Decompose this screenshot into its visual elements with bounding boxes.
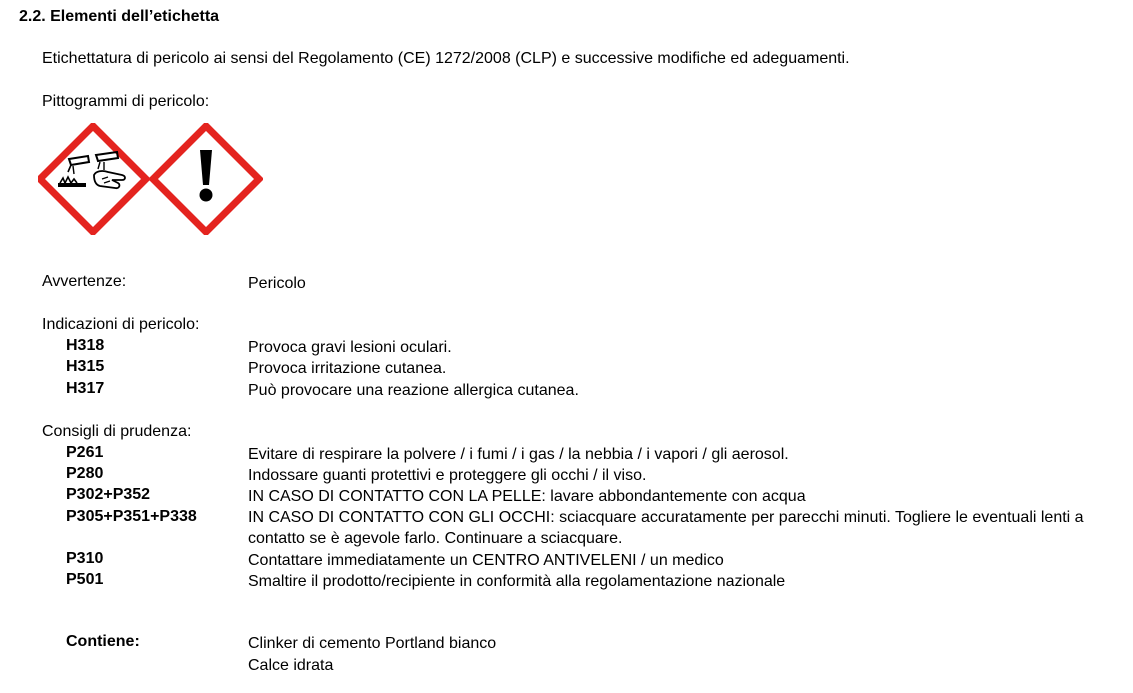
contains-item: Calce idrata [248, 657, 334, 674]
hazard-text: Provoca gravi lesioni oculari. [248, 339, 452, 356]
precaution-text: IN CASO DI CONTATTO CON GLI OCCHI: sciacquare accuratamente per parecchi minuti. Togliere le eventuali lenti a contatto se è agevole farlo. Continuare a sciacquare. [248, 509, 1084, 547]
corrosion-icon [40, 126, 146, 232]
hazard-text: Può provocare una reazione allergica cutanea. [248, 382, 579, 399]
hazard-code: H318 [66, 337, 105, 354]
precaution-label: Consigli di prudenza: [42, 423, 192, 440]
pictograms-label: Pittogrammi di pericolo: [42, 93, 210, 110]
contains-item: Clinker di cemento Portland bianco [248, 635, 497, 652]
precaution-text: Contattare immediatamente un CENTRO ANTIVELENI / un medico [248, 552, 724, 569]
hazard-text: Provoca irritazione cutanea. [248, 360, 447, 377]
section-title: 2.2. Elementi dell’etichetta [19, 8, 220, 25]
precaution-code: P501 [66, 571, 104, 588]
precaution-code: P261 [66, 444, 104, 461]
hazard-code: H317 [66, 380, 105, 397]
precaution-text: Indossare guanti protettivi e proteggere gli occhi / il viso. [248, 467, 647, 484]
signal-value: Pericolo [248, 275, 306, 292]
precaution-text: IN CASO DI CONTATTO CON LA PELLE: lavare abbondantemente con acqua [248, 488, 806, 505]
precaution-text: Smaltire il prodotto/recipiente in conformità alla regolamentazione nazionale [248, 573, 786, 590]
exclamation-icon [153, 126, 259, 232]
hazard-label: Indicazioni di pericolo: [42, 316, 200, 333]
precaution-text: Evitare di respirare la polvere / i fumi / i gas / la nebbia / i vapori / gli aerosol. [248, 446, 789, 463]
precaution-code: P305+P351+P338 [66, 508, 197, 525]
pictograms [38, 123, 263, 235]
precaution-code: P280 [66, 465, 104, 482]
precaution-code: P310 [66, 550, 104, 567]
precaution-code: P302+P352 [66, 486, 151, 503]
intro-text: Etichettatura di pericolo ai sensi del Regolamento (CE) 1272/2008 (CLP) e successive modifiche ed adeguamenti. [42, 50, 850, 67]
contains-label: Contiene: [66, 633, 140, 650]
hazard-code: H315 [66, 358, 105, 375]
signal-label: Avvertenze: [42, 273, 127, 290]
